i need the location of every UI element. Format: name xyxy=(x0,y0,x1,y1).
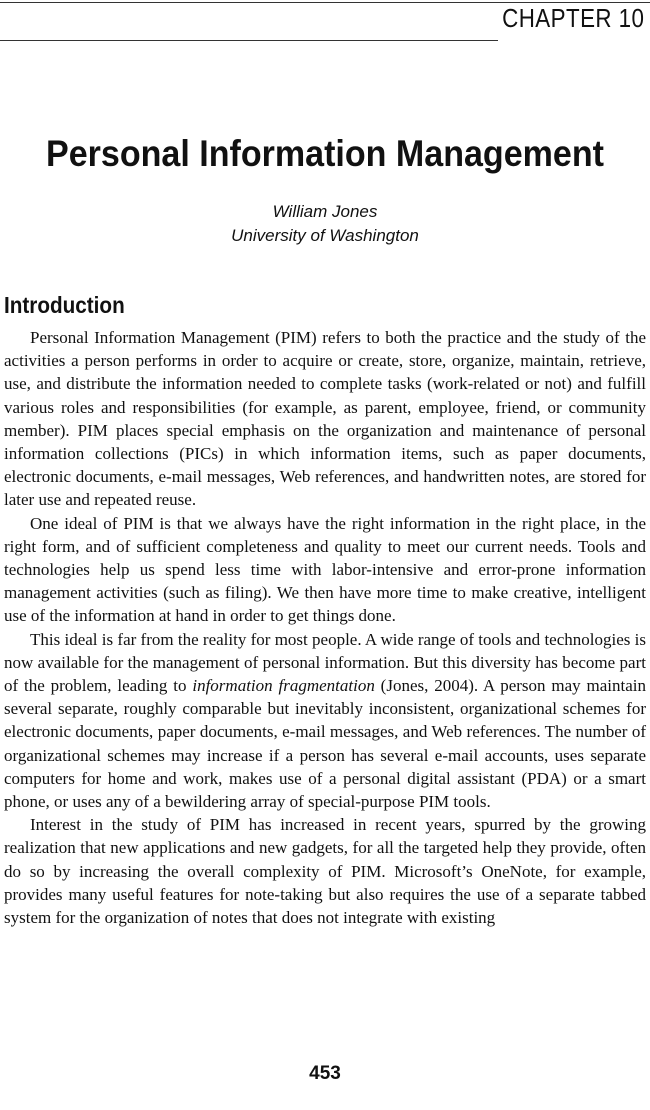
section-heading: Introduction xyxy=(4,292,125,318)
paragraph xyxy=(4,628,646,814)
paragraph: Personal Information Management (PIM) refers to both the practice and the study of the activities a person performs in order to acquire or create, store, organize, maintain, retrieve, use, and distribute the information needed to complete tasks (work-related or not) and fulfill various roles and responsibilities (for example, as parent, employee, friend, or community member). PIM places special emphasis on the organization and maintenance of personal information collections (PICs) in which information items, such as paper documents, electronic documents, e-mail messages, Web references, and handwritten notes, are stored for later use and repeated reuse. xyxy=(4,328,646,510)
paragraph: One ideal of PIM is that we always have the right information in the right place, in the right form, and of sufficient completeness and quality to meet our current needs. Tools and technologies help us spend less time with labor-intensive and error-prone information management activities (such as filing). We then have more time to make creative, intelligent use of the information at hand in order to get things done. xyxy=(4,513,646,626)
body-text xyxy=(4,326,646,929)
page-number: 453 xyxy=(309,1063,341,1084)
author-affiliation: University of Washington xyxy=(231,226,419,245)
emphasized-term: information fragmentation xyxy=(192,676,375,696)
paragraph-text: This ideal is far from the reality for most people. A wide range of tools and technologies is now available for the management of personal information. But this diversity has become part of the problem, leading to xyxy=(4,629,646,696)
paragraph-text: (Jones, 2004). A person may maintain several separate, roughly comparable but inevitably inconsistent, organizational schemes for electronic documents, paper documents, e-mail messages, and Web references. The number of organizational schemes may increase if a person has several e-mail accounts, uses separate computers for home and work, makes use of a personal digital assistant (PDA) or a smart phone, or uses any of a bewildering array of special-purpose PIM tools. xyxy=(4,676,647,812)
chapter-rule xyxy=(0,40,498,41)
paragraph: Interest in the study of PIM has increased in recent years, spurred by the growing realization that new applications and new gadgets, for all the targeted help they provide, often do so by increasing the overall complexity of PIM. Microsoft’s OneNote, for example, provides many useful features for note-taking but also requires the use of a separate tabbed system for the organization of notes that does not integrate with existing xyxy=(4,815,646,928)
chapter-label: CHAPTER 10 xyxy=(501,3,644,33)
author-name: William Jones xyxy=(272,202,378,221)
chapter-title: Personal Information Management xyxy=(46,133,604,174)
